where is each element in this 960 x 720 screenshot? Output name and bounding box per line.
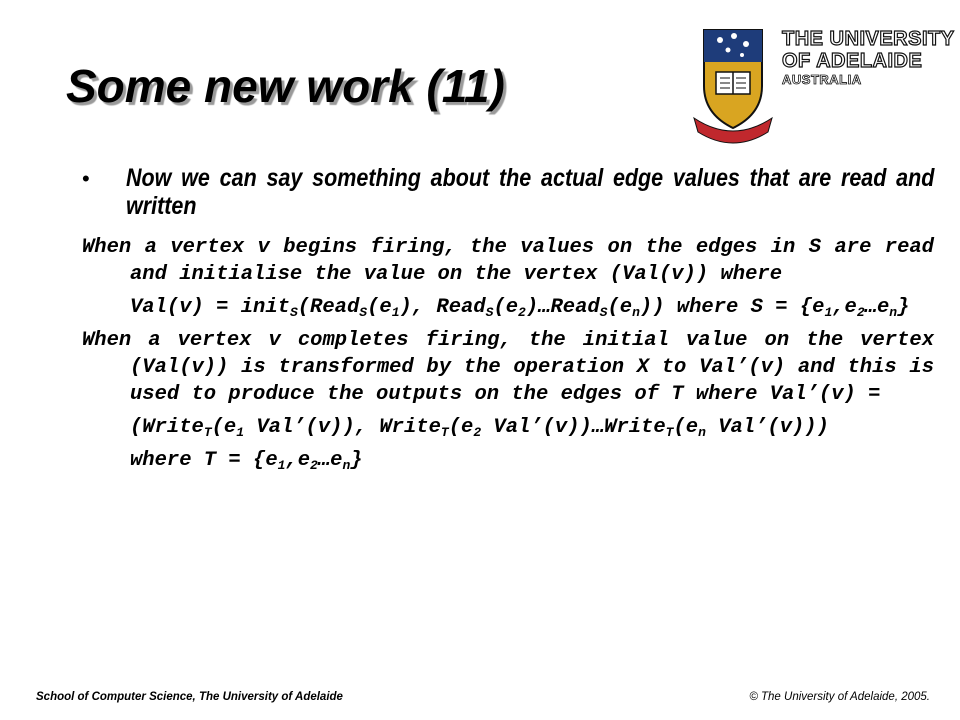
- bullet-text: Now we can say something about the actual edge values that are read and written: [126, 164, 935, 220]
- bullet-item: [82, 164, 934, 220]
- university-crest-icon: [690, 22, 776, 146]
- logo-wordmark: [782, 28, 955, 88]
- formula-write-outputs: ($Write_T(e_1$ Val’(v)), $Write_T(e_2$ $Val’(v))\dots Write_T(e_n$ Val’(v))): [130, 416, 829, 440]
- logo-line-1: THE UNIVERSITY: [782, 28, 955, 50]
- bullet-marker: •: [82, 166, 90, 191]
- footer-school: School of Computer Science, The University of Adelaide: [36, 691, 343, 703]
- slide-body: [82, 164, 934, 480]
- paragraph-begin-firing: When a vertex v begins firing, the values on the edges in S are read and initialise the value on the vertex (Val(v)) where: [82, 236, 934, 286]
- formula-val-v: $Val(v) = init_S(Read_S(e_1)$, $Read_S(e_2)\dots Read_S(e_n)$) where $S = \{e_1,e_2\dots e_n\}$: [130, 296, 910, 320]
- formula-set-t: where $T = \{e_1,e_2\dots e_n\}$: [130, 449, 363, 473]
- paragraph-complete-firing: When a vertex v completes firing, the initial value on the vertex (Val(v)) is transformed by the operation X to Val’(v) and this is used to produce the outputs on the edges of T where Val’(v) =: [82, 329, 934, 406]
- logo-line-3: AUSTRALIA: [782, 72, 862, 87]
- university-logo: [690, 22, 955, 146]
- logo-line-2: OF ADELAIDE: [782, 50, 923, 72]
- footer-copyright: © The University of Adelaide, 2005.: [749, 691, 930, 703]
- slide-title: Some new work (11): [66, 60, 505, 112]
